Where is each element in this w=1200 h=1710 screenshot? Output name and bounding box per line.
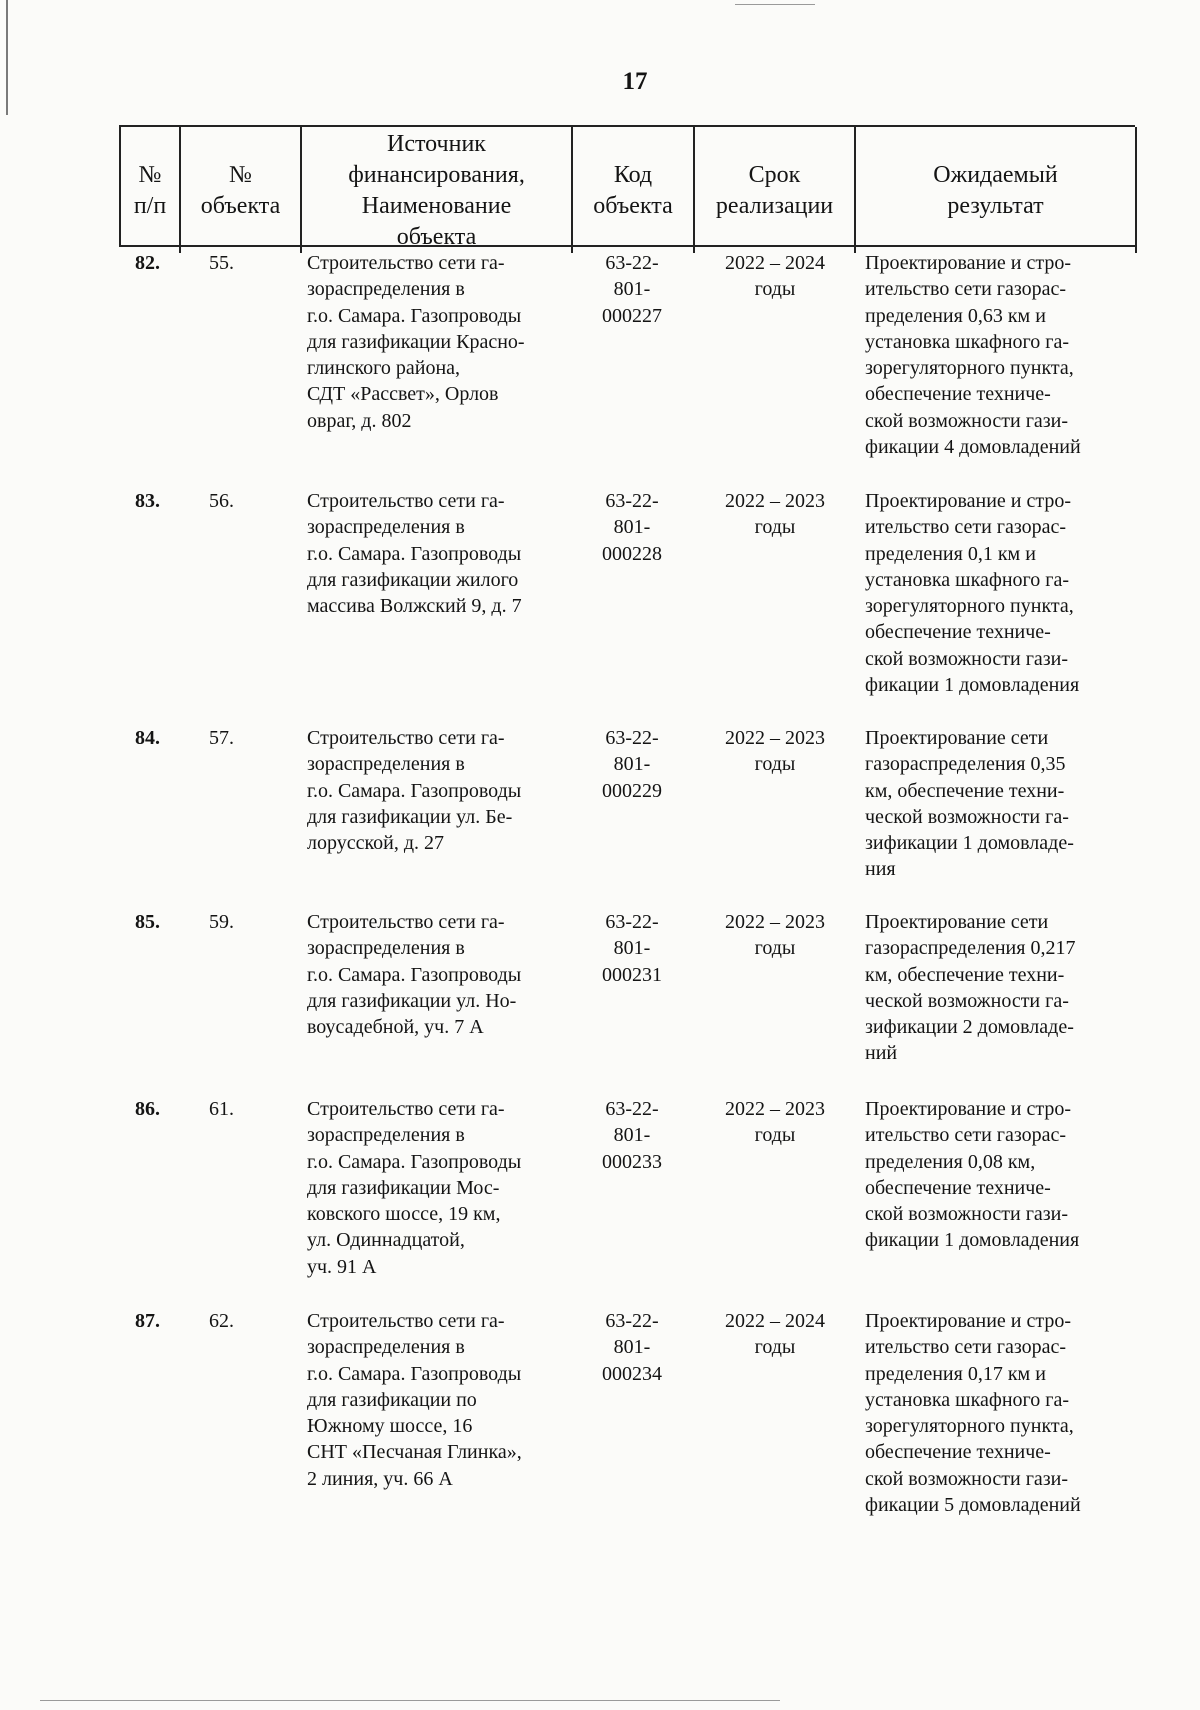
funding-source: Строительство сети га- зораспределения в г.о. Самара. Газопроводы для газификации ул. Бе- лорусской, д. 27 (307, 727, 522, 855)
scan-mark-top (735, 4, 815, 5)
row-number: 85. (135, 911, 160, 933)
scan-mark-bottom (40, 1700, 780, 1701)
header-row-number: № п/п (121, 127, 181, 253)
header-implementation-term: Срок реализации (695, 127, 856, 253)
object-code: 63-22- 801- 000231 (602, 911, 662, 986)
table-row (119, 725, 1135, 883)
table-header (119, 125, 1135, 250)
object-code: 63-22- 801- 000228 (602, 490, 662, 565)
object-number: 59. (209, 911, 234, 933)
funding-source: Строительство сети га- зораспределения в г.о. Самара. Газопроводы для газификации Мос- ковского шоссе, 19 км, ул. Одиннадцатой, уч. 91 А (307, 1098, 522, 1278)
row-number: 84. (135, 727, 160, 749)
expected-result: Проектирование и стро- ительство сети газорас- пределения 0,63 км и установка шкафного га- зорегуляторного пункта, обеспечение техниче- ской возможности гази- фикации 4 домовладений (865, 252, 1081, 459)
table-row (119, 1308, 1135, 1518)
row-number: 86. (135, 1098, 160, 1120)
object-number: 62. (209, 1310, 234, 1332)
binding-edge (6, 0, 8, 115)
table-row (119, 1096, 1135, 1280)
row-number: 83. (135, 490, 160, 512)
expected-result: Проектирование и стро- ительство сети газорас- пределения 0,17 км и установка шкафного га- зорегуляторного пункта, обеспечение техниче- ской возможности гази- фикации 5 домовладений (865, 1310, 1081, 1517)
header-object-code: Код объекта (573, 127, 695, 253)
expected-result: Проектирование и стро- ительство сети газорас- пределения 0,08 км, обеспечение техниче- ской возможности гази- фикации 1 домовладения (865, 1098, 1080, 1252)
implementation-term: 2022 – 2024 годы (725, 1310, 825, 1359)
funding-source: Строительство сети га- зораспределения в г.о. Самара. Газопроводы для газификации ул. Но- воусадебной, уч. 7 А (307, 911, 522, 1039)
table-row (119, 250, 1135, 460)
object-number: 61. (209, 1098, 234, 1120)
table-row (119, 488, 1135, 698)
funding-source: Строительство сети га- зораспределения в г.о. Самара. Газопроводы для газификации жилого массива Волжский 9, д. 7 (307, 490, 522, 618)
object-code: 63-22- 801- 000234 (602, 1310, 662, 1385)
table-row (119, 909, 1135, 1067)
object-code: 63-22- 801- 000227 (602, 252, 662, 327)
expected-result: Проектирование сети газораспределения 0,217 км, обеспечение техни- ческой возможности га- зификации 2 домовладе- ний (865, 911, 1076, 1065)
row-number: 87. (135, 1310, 160, 1332)
object-number: 56. (209, 490, 234, 512)
expected-result: Проектирование сети газораспределения 0,35 км, обеспечение техни- ческой возможности га- зификации 1 домовладе- ния (865, 727, 1074, 881)
header-funding-source: Источник финансирования, Наименование объекта (302, 127, 573, 253)
object-code: 63-22- 801- 000233 (602, 1098, 662, 1173)
object-number: 55. (209, 252, 234, 274)
implementation-term: 2022 – 2023 годы (725, 911, 825, 960)
implementation-term: 2022 – 2023 годы (725, 490, 825, 539)
page-number: 17 (622, 68, 648, 95)
funding-source: Строительство сети га- зораспределения в г.о. Самара. Газопроводы для газификации Красно- глинского района, СДТ «Рассвет», Орлов овраг, д. 802 (307, 252, 525, 432)
expected-result: Проектирование и стро- ительство сети газорас- пределения 0,1 км и установка шкафного га- зорегуляторного пункта, обеспечение техниче- ской возможности гази- фикации 1 домовладения (865, 490, 1080, 697)
header-object-number: № объекта (181, 127, 302, 253)
implementation-term: 2022 – 2023 годы (725, 727, 825, 776)
implementation-term: 2022 – 2023 годы (725, 1098, 825, 1147)
object-number: 57. (209, 727, 234, 749)
implementation-term: 2022 – 2024 годы (725, 252, 825, 301)
row-number: 82. (135, 252, 160, 274)
funding-source: Строительство сети га- зораспределения в г.о. Самара. Газопроводы для газификации по Южному шоссе, 16 СНТ «Песчаная Глинка», 2 линия, уч. 66 А (307, 1310, 522, 1490)
object-code: 63-22- 801- 000229 (602, 727, 662, 802)
header-expected-result: Ожидаемый результат (856, 127, 1137, 253)
